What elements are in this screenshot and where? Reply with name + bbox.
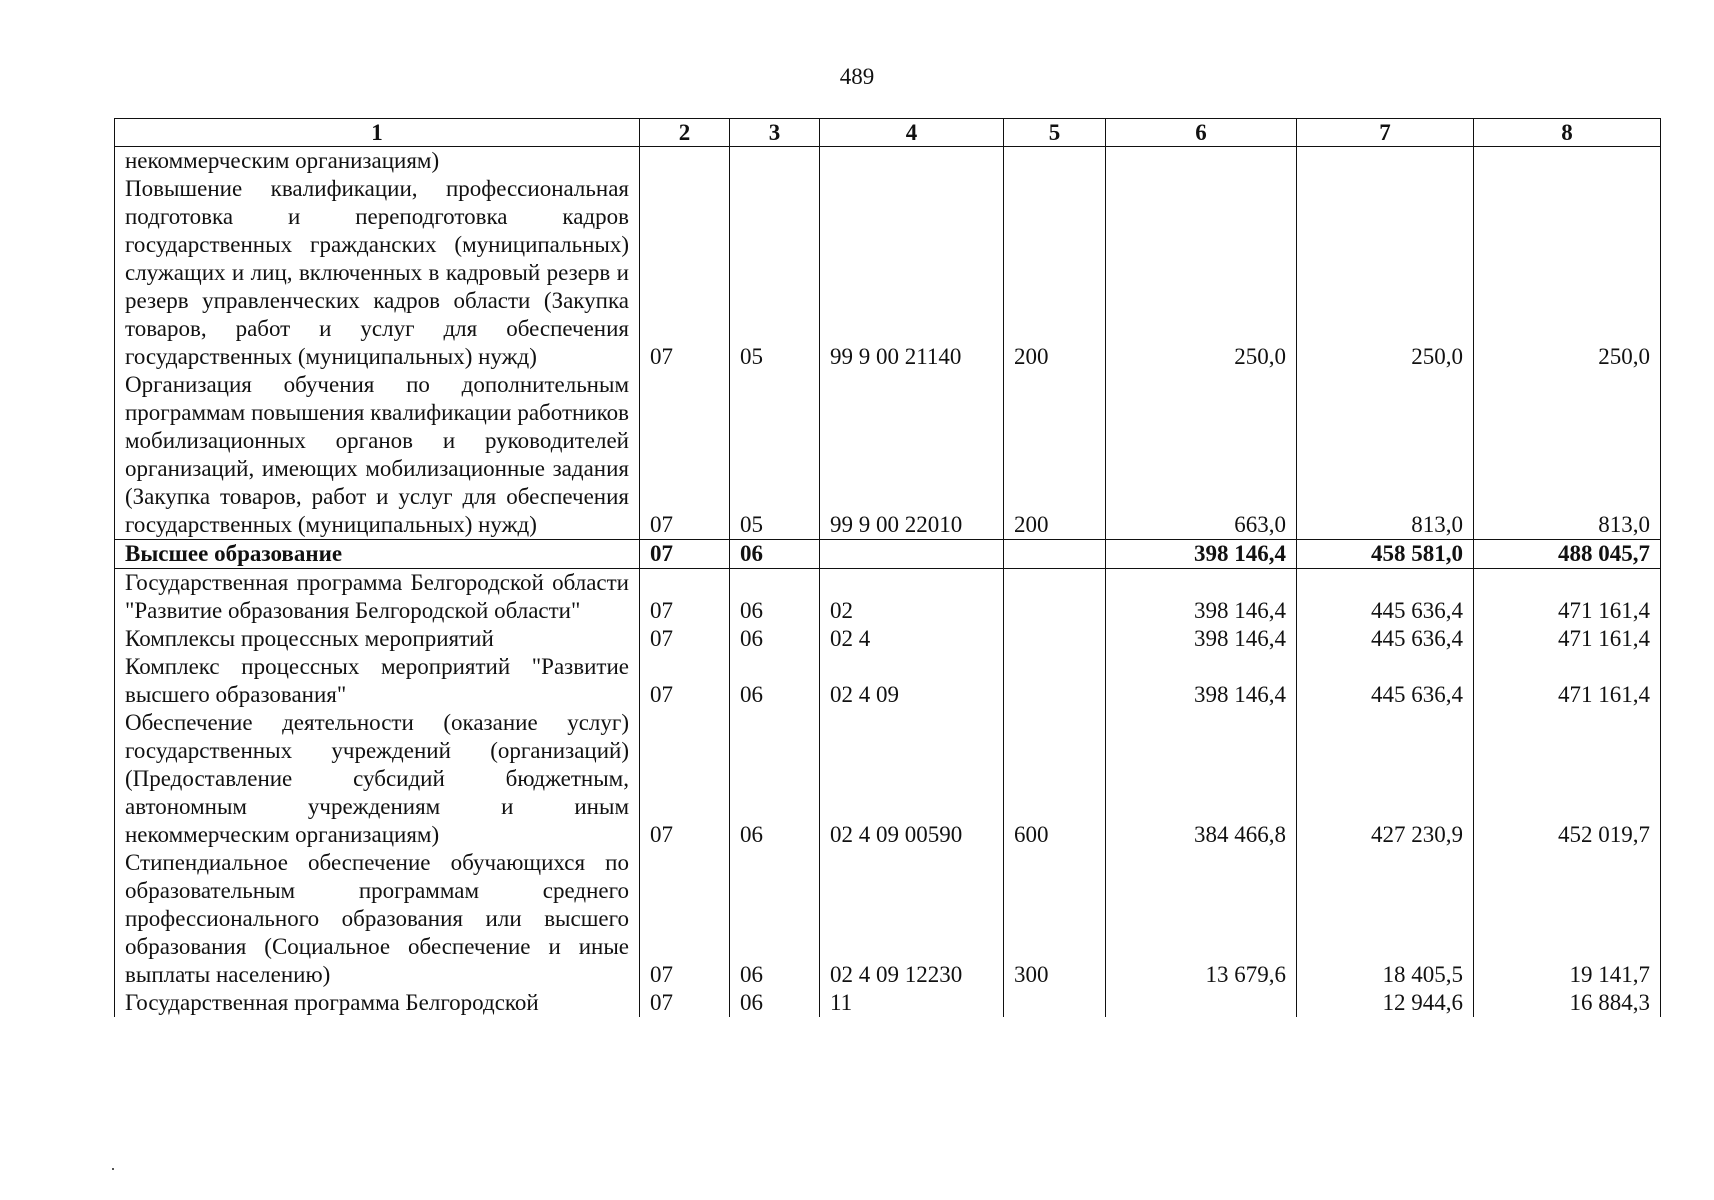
subsection-code-cell: 06	[730, 540, 820, 569]
column-header: 1	[115, 119, 640, 147]
amount-col8-cell: 813,0	[1474, 371, 1661, 540]
table-row	[115, 625, 1661, 653]
column-header: 4	[820, 119, 1004, 147]
budget-table	[114, 118, 1661, 1017]
amount-col6-cell: 663,0	[1106, 371, 1297, 540]
section-code-cell: 07	[640, 625, 730, 653]
subsection-code-cell: 06	[730, 653, 820, 709]
row-name-cell: Комплекс процессных мероприятий "Развитие высшего образования"	[115, 653, 640, 709]
table-row	[115, 653, 1661, 709]
expense-type-cell: 200	[1004, 175, 1106, 371]
target-article-cell: 02 4 09 12230	[820, 849, 1004, 989]
column-header: 5	[1004, 119, 1106, 147]
row-name-cell: Комплексы процессных мероприятий	[115, 625, 640, 653]
table-row	[115, 569, 1661, 626]
target-article-cell: 02 4 09 00590	[820, 709, 1004, 849]
amount-col7-cell: 12 944,6	[1297, 989, 1474, 1017]
expense-type-cell: 300	[1004, 849, 1106, 989]
expense-type-cell: 200	[1004, 371, 1106, 540]
target-article-cell: 99 9 00 21140	[820, 175, 1004, 371]
scan-speck	[112, 1168, 114, 1170]
table-row	[115, 147, 1661, 176]
section-code-cell: 07	[640, 653, 730, 709]
subsection-code-cell	[730, 147, 820, 176]
row-name-cell: Организация обучения по дополнительным программам повышения квалификации работников мобилизационных органов и руководителей организаций, имеющих мобилизационные задания (Закупка товаров, работ и услуг для обеспечения государственных (муниципальных) нужд)	[115, 371, 640, 540]
expense-type-cell	[1004, 653, 1106, 709]
column-header: 6	[1106, 119, 1297, 147]
amount-col7-cell: 458 581,0	[1297, 540, 1474, 569]
row-name-cell: Государственная программа Белгородской	[115, 989, 640, 1017]
amount-col8-cell: 471 161,4	[1474, 653, 1661, 709]
expense-type-cell	[1004, 569, 1106, 626]
table-row	[115, 849, 1661, 989]
amount-col7-cell: 18 405,5	[1297, 849, 1474, 989]
section-code-cell: 07	[640, 371, 730, 540]
table-row	[115, 709, 1661, 849]
amount-col7-cell: 445 636,4	[1297, 569, 1474, 626]
column-header: 8	[1474, 119, 1661, 147]
subsection-code-cell: 06	[730, 569, 820, 626]
row-name-cell: некоммерческим организациям)	[115, 147, 640, 176]
amount-col6-cell	[1106, 989, 1297, 1017]
row-name-cell: Стипендиальное обеспечение обучающихся по образовательным программам среднего профессионального образования или высшего образования (Социальное обеспечение и иные выплаты населению)	[115, 849, 640, 989]
row-name-cell: Обеспечение деятельности (оказание услуг) государственных учреждений (организаций) (Предоставление субсидий бюджетным, автономным учреждениям и иным некоммерческим организациям)	[115, 709, 640, 849]
expense-type-cell	[1004, 625, 1106, 653]
amount-col8-cell: 471 161,4	[1474, 569, 1661, 626]
expense-type-cell	[1004, 540, 1106, 569]
amount-col6-cell	[1106, 147, 1297, 176]
amount-col6-cell: 398 146,4	[1106, 625, 1297, 653]
header-row	[115, 119, 1661, 147]
row-name-cell: Повышение квалификации, профессиональная подготовка и переподготовка кадров государственных гражданских (муниципальных) служащих и лиц, включенных в кадровый резерв и резерв управленческих кадров области (Закупка товаров, работ и услуг для обеспечения государственных (муниципальных) нужд)	[115, 175, 640, 371]
subsection-code-cell: 06	[730, 709, 820, 849]
amount-col7-cell	[1297, 147, 1474, 176]
amount-col8-cell: 19 141,7	[1474, 849, 1661, 989]
amount-col8-cell: 471 161,4	[1474, 625, 1661, 653]
amount-col8-cell: 452 019,7	[1474, 709, 1661, 849]
amount-col7-cell: 813,0	[1297, 371, 1474, 540]
target-article-cell: 11	[820, 989, 1004, 1017]
column-header: 7	[1297, 119, 1474, 147]
expense-type-cell	[1004, 147, 1106, 176]
section-code-cell: 07	[640, 989, 730, 1017]
expense-type-cell	[1004, 989, 1106, 1017]
amount-col6-cell: 398 146,4	[1106, 540, 1297, 569]
row-name-cell: Высшее образование	[115, 540, 640, 569]
amount-col7-cell: 250,0	[1297, 175, 1474, 371]
amount-col6-cell: 13 679,6	[1106, 849, 1297, 989]
table-row	[115, 175, 1661, 371]
table-row	[115, 371, 1661, 540]
page-number: 489	[839, 64, 875, 89]
row-name-cell: Государственная программа Белгородской области "Развитие образования Белгородской области"	[115, 569, 640, 626]
amount-col8-cell: 250,0	[1474, 175, 1661, 371]
column-header: 3	[730, 119, 820, 147]
amount-col6-cell: 398 146,4	[1106, 569, 1297, 626]
section-code-cell: 07	[640, 540, 730, 569]
target-article-cell	[820, 540, 1004, 569]
section-code-cell	[640, 147, 730, 176]
amount-col8-cell: 16 884,3	[1474, 989, 1661, 1017]
subsection-code-cell: 06	[730, 849, 820, 989]
amount-col7-cell: 445 636,4	[1297, 653, 1474, 709]
section-code-cell: 07	[640, 849, 730, 989]
target-article-cell: 99 9 00 22010	[820, 371, 1004, 540]
target-article-cell: 02	[820, 569, 1004, 626]
target-article-cell: 02 4 09	[820, 653, 1004, 709]
subsection-code-cell: 06	[730, 989, 820, 1017]
amount-col6-cell: 250,0	[1106, 175, 1297, 371]
amount-col6-cell: 384 466,8	[1106, 709, 1297, 849]
subsection-code-cell: 05	[730, 371, 820, 540]
table-row	[115, 989, 1661, 1017]
section-code-cell: 07	[640, 175, 730, 371]
subsection-code-cell: 06	[730, 625, 820, 653]
amount-col8-cell	[1474, 147, 1661, 176]
target-article-cell: 02 4	[820, 625, 1004, 653]
column-header: 2	[640, 119, 730, 147]
amount-col8-cell: 488 045,7	[1474, 540, 1661, 569]
table-row	[115, 540, 1661, 569]
amount-col7-cell: 427 230,9	[1297, 709, 1474, 849]
amount-col7-cell: 445 636,4	[1297, 625, 1474, 653]
section-code-cell: 07	[640, 709, 730, 849]
subsection-code-cell: 05	[730, 175, 820, 371]
expense-type-cell: 600	[1004, 709, 1106, 849]
amount-col6-cell: 398 146,4	[1106, 653, 1297, 709]
section-code-cell: 07	[640, 569, 730, 626]
target-article-cell	[820, 147, 1004, 176]
